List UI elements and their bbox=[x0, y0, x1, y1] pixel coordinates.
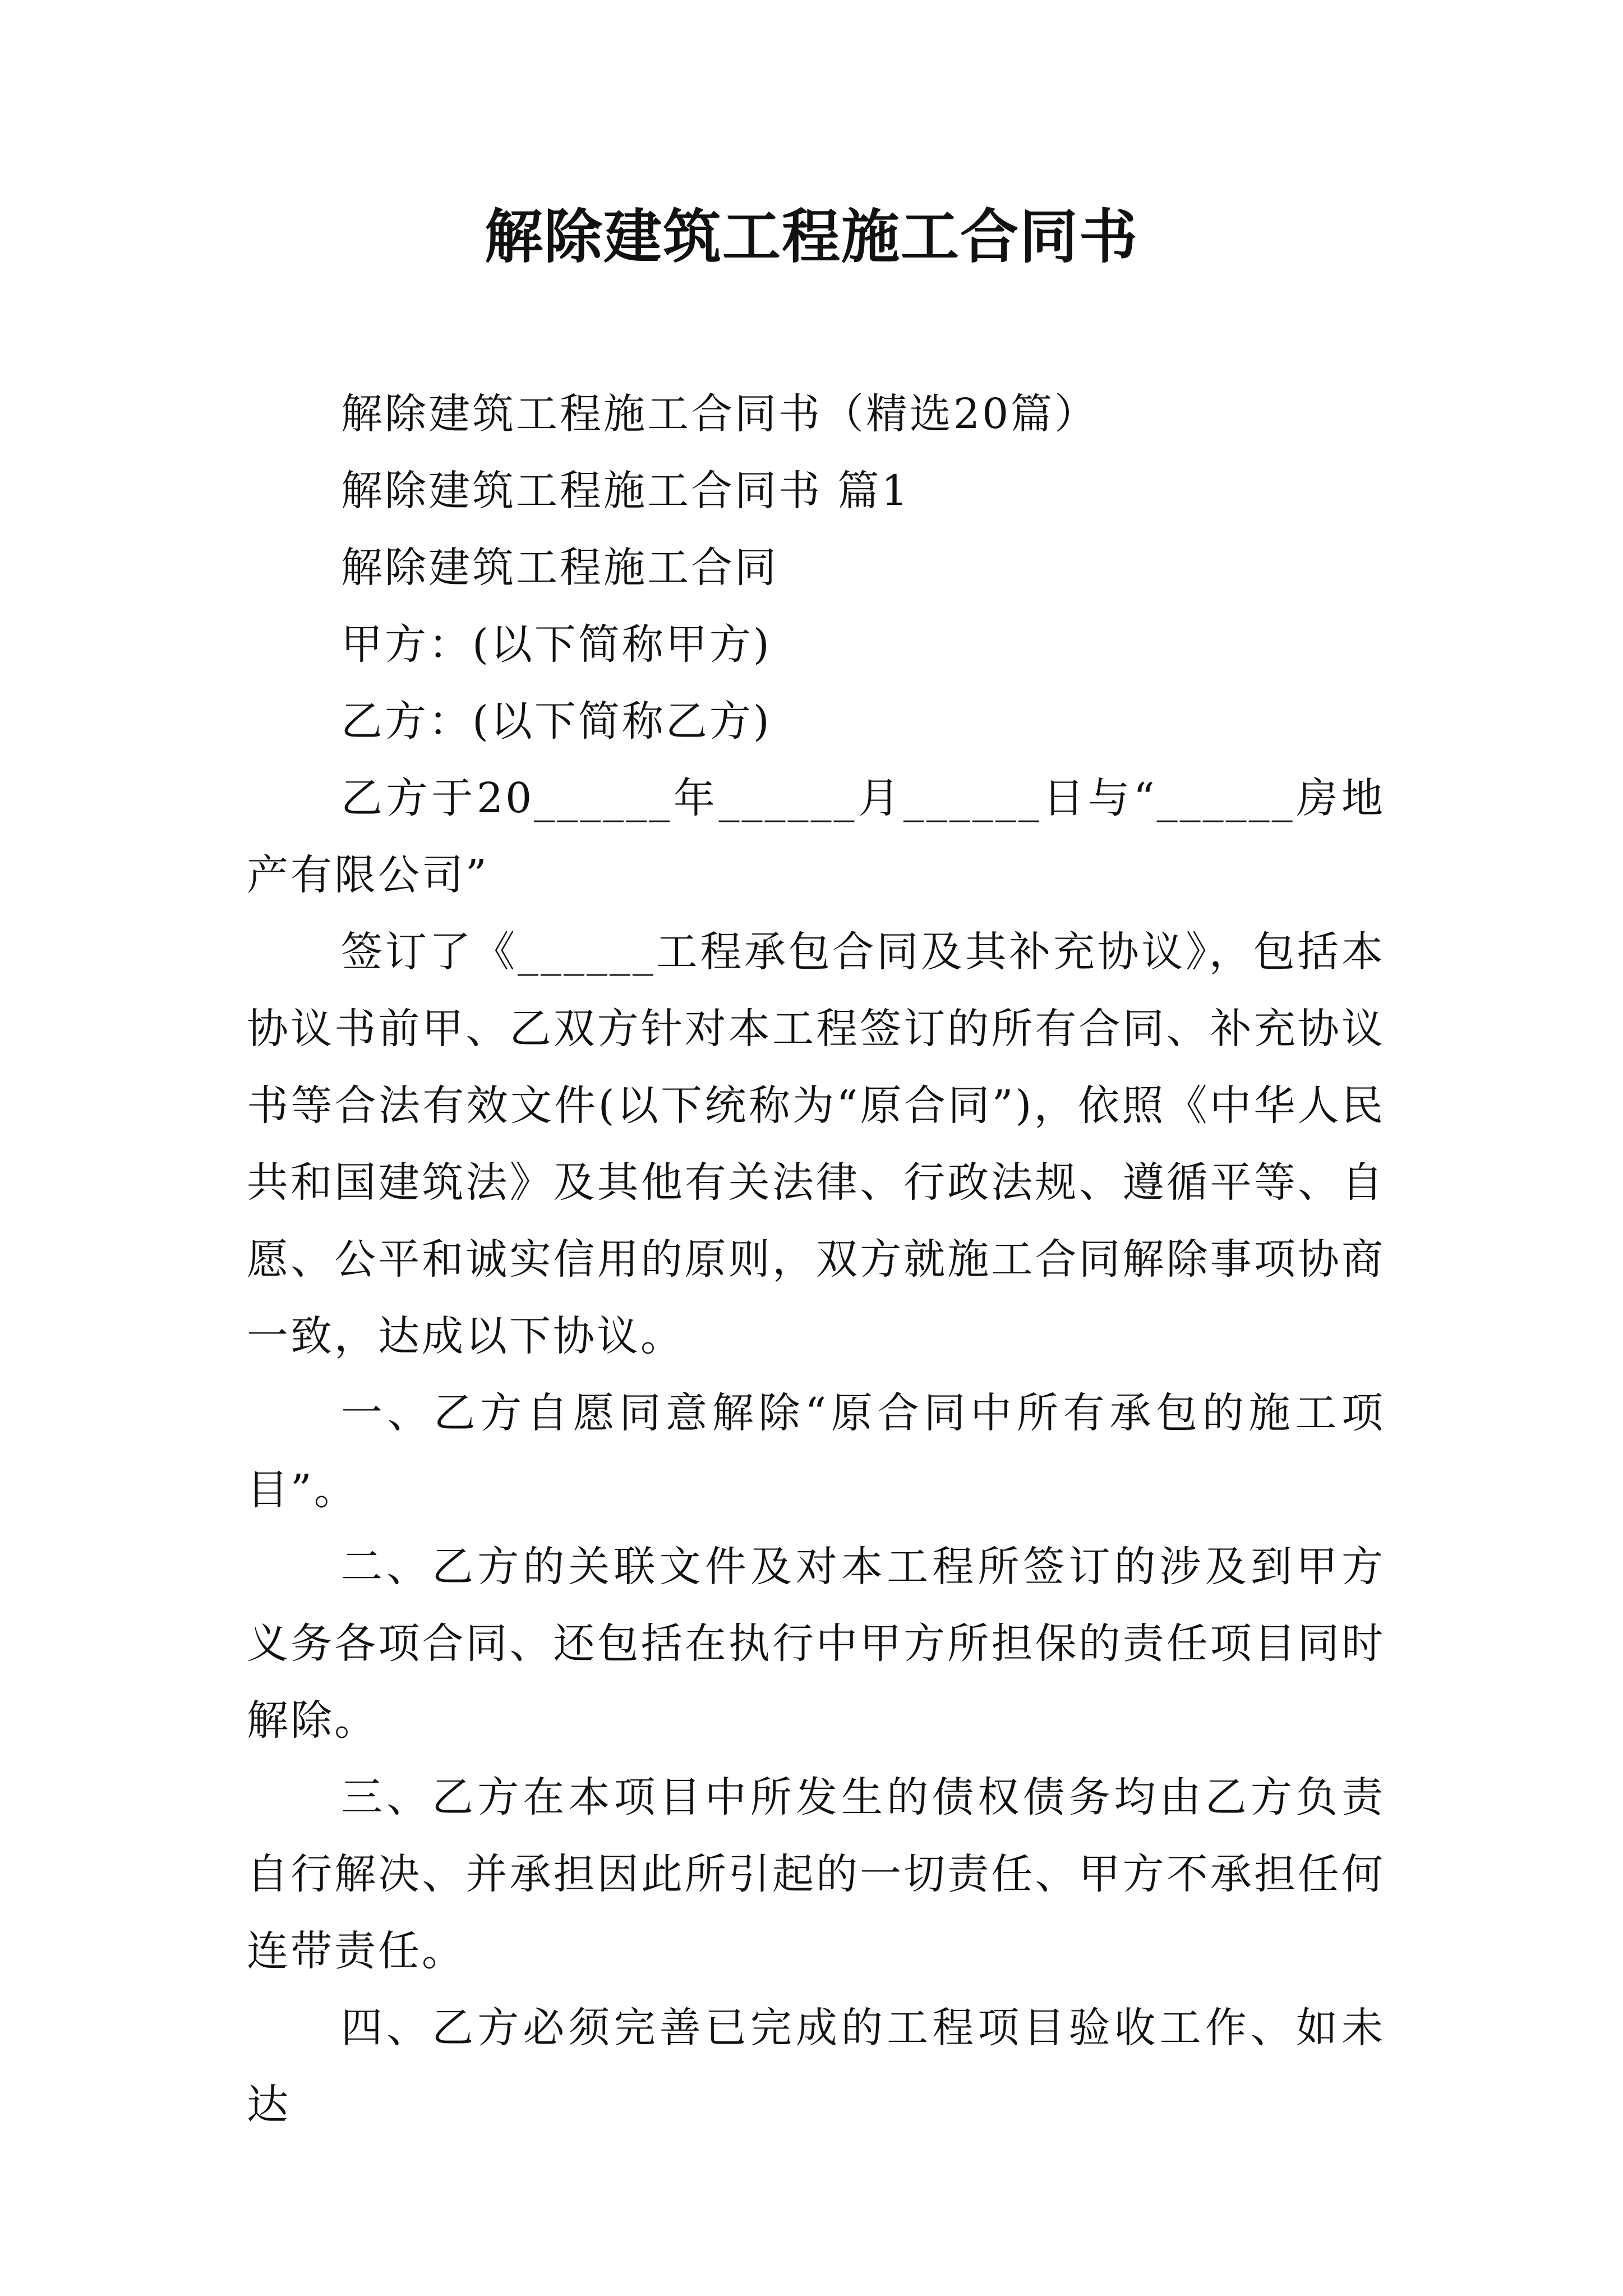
paragraph-party-b: 乙方：(以下简称乙方) bbox=[341, 697, 772, 746]
paragraph-party-a: 甲方：(以下简称甲方) bbox=[341, 620, 772, 669]
paragraph-preamble: 签订了《______工程承包合同及其补充协议》，包括本协议书前甲、乙双方针对本工程签订的所有合同、补充协议书等合法有效文件(以下统称为“原合同”)，依照《中华人民共和国建筑法》及其他有关法律、行政法规、遵循平等、自愿、公平和诚实信用的原则，双方就施工合同解除事项协商一致，达成以下协议。 bbox=[247, 928, 1385, 1360]
paragraph-contract-name: 解除建筑工程施工合同 bbox=[341, 544, 778, 592]
paragraph-part-heading: 解除建筑工程施工合同书 篇1 bbox=[341, 467, 910, 515]
paragraph-clause-4: 四、乙方必须完善已完成的工程项目验收工作、如未达 bbox=[247, 2004, 1385, 2129]
paragraph-clause-2: 二、乙方的关联文件及对本工程所签订的涉及到甲方义务各项合同、还包括在执行中甲方所担保的责任项目同时解除。 bbox=[247, 1543, 1385, 1745]
document-body bbox=[247, 376, 1385, 2143]
paragraph-clause-1: 一、乙方自愿同意解除“原合同中所有承包的施工项目”。 bbox=[247, 1389, 1385, 1514]
paragraph-clause-3: 三、乙方在本项目中所发生的债权债务均由乙方负责自行解决、并承担因此所引起的一切责任、甲方不承担任何连带责任。 bbox=[247, 1773, 1385, 1975]
paragraph-date-clause: 乙方于20______年______月______日与“______房地产有限公司” bbox=[247, 774, 1385, 899]
document-title: 解除建筑工程施工合同书 bbox=[484, 203, 1138, 271]
paragraph-subtitle: 解除建筑工程施工合同书（精选20篇） bbox=[341, 390, 1099, 438]
